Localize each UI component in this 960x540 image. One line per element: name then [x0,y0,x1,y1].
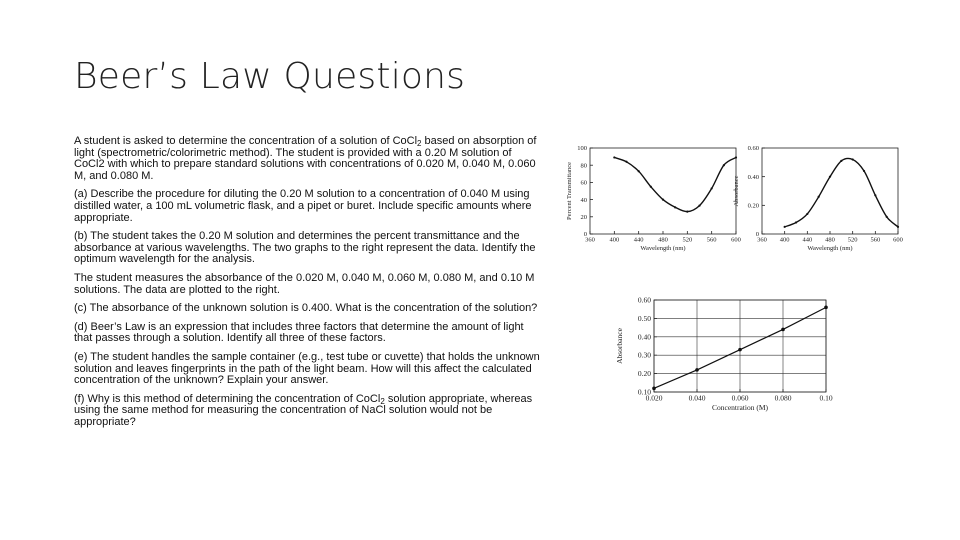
y-tick-label: 0.20 [747,202,759,210]
x-tick-label: 400 [609,236,620,244]
y-tick-label: 40 [580,196,587,204]
intro-paragraph: A student is asked to determine the concentration of a solution of CoCl$_2$ based on absorption of light (spectrometric/colorimetric method). The student is provided with a 0.20 M solution of CoCl2 with which to prepare standard solutions with concentrations of 0.020 M, 0.040 M, 0.060 M, and 0.080 M. [74,135,537,182]
y-axis-label: Absorbance [733,175,740,207]
data-point [695,368,699,372]
x-tick-label: 560 [870,236,881,244]
data-point [806,213,808,215]
data-point [650,186,652,188]
x-axis-label: Wavelength (nm) [640,245,686,252]
measurement-paragraph: The student measures the absorbance of the 0.020 M, 0.040 M, 0.060 M, 0.080 M, and 0.10 M solutions. The data are plotted to the right. [74,271,535,296]
data-point [852,158,854,160]
y-tick-label: 0.10 [637,387,651,397]
y-tick-label: 0 [755,231,759,239]
slide-title: Beer’s Law Questions [74,56,466,97]
question-c: (c) The absorbance of the unknown solution is 0.400. What is the concentration of the solution? [74,302,538,315]
data-point [818,196,820,198]
x-tick-label: 520 [682,236,693,244]
y-tick-label: 0.40 [747,173,759,181]
absorbance-concentration-chart [612,290,832,424]
y-tick-label: 0.60 [637,295,651,305]
x-tick-label: 600 [731,236,741,244]
data-point [795,221,797,223]
x-tick-label: 480 [658,236,668,244]
x-tick-label: 360 [585,236,595,244]
x-tick-label: 0.080 [774,393,792,403]
data-point [662,199,664,201]
data-point [723,164,725,166]
y-tick-label: 0.20 [637,369,651,379]
data-point [840,160,842,162]
x-tick-label: 440 [802,236,813,244]
x-tick-label: 360 [757,236,767,244]
x-axis-label: Wavelength (nm) [807,245,853,252]
x-tick-label: 0.10 [819,393,833,403]
x-tick-label: 0.040 [688,393,706,403]
plot-frame [590,148,736,234]
data-point [829,176,831,178]
y-axis-label: Percent Transmittance [566,162,573,220]
data-point [781,328,785,332]
data-point [674,206,676,208]
data-point [874,194,876,196]
data-point [738,348,742,352]
data-point [886,216,888,218]
question-f: (f) Why is this method of determining the concentration of CoCl$_2$ solution appropriate, whereas using the same method for measuring the concentration of NaCl solution would not be appropriate? [74,392,533,428]
question-e: (e) The student handles the sample container (e.g., test tube or cuvette) that holds the unknown solution and leaves fingerprints in the path of the light beam. How will this affect the calculated concentration of the unknown? Explain your answer. [74,350,540,387]
question-text [74,136,544,435]
question-d: (d) Beer’s Law is an expression that includes three factors that determine the amount of light that passes through a solution. Identify all three of these factors. [74,320,524,345]
y-tick-label: 60 [580,179,587,187]
y-tick-label: 100 [577,145,587,153]
x-tick-label: 480 [825,236,835,244]
x-tick-label: 400 [779,236,790,244]
x-tick-label: 0.060 [731,393,749,403]
plot-frame [762,148,898,234]
y-tick-label: 0.40 [637,332,651,342]
transmittance-chart [562,140,742,260]
x-tick-label: 520 [847,236,858,244]
data-curve [614,157,736,211]
data-point [784,226,786,228]
x-axis-label: Concentration (M) [711,403,769,412]
data-point [698,205,700,207]
y-tick-label: 0.60 [747,145,759,153]
question-a: (a) Describe the procedure for diluting the 0.20 M solution to a concentration of 0.040 M using distilled water, a 100 mL volumetric flask, and a pipet or buret. Include specific amounts where appropriate. [74,188,532,224]
data-point [652,387,656,391]
data-point [638,170,640,172]
data-point [613,156,615,158]
y-tick-label: 0.50 [637,313,651,323]
y-tick-label: 80 [580,162,587,170]
x-tick-label: 440 [633,236,644,244]
x-tick-label: 0.020 [645,393,663,403]
data-point [686,211,688,213]
y-tick-label: 0.30 [637,350,651,360]
absorbance-wavelength-chart [730,140,903,260]
data-point [625,161,627,163]
data-point [863,170,865,172]
data-curve [785,158,898,226]
data-point [897,226,899,228]
x-tick-label: 560 [706,236,717,244]
x-tick-label: 600 [893,236,903,244]
data-point [824,306,828,310]
data-point [711,187,713,189]
y-tick-label: 20 [580,213,587,221]
y-tick-label: 0 [583,231,587,239]
question-b: (b) The student takes the 0.20 M solution and determines the percent transmittance and the absorbance at various wavelengths. The two graphs to the right represent the data. Identify the optimum wavelength for the analysis. [74,230,536,266]
y-axis-label: Absorbance [615,328,624,364]
